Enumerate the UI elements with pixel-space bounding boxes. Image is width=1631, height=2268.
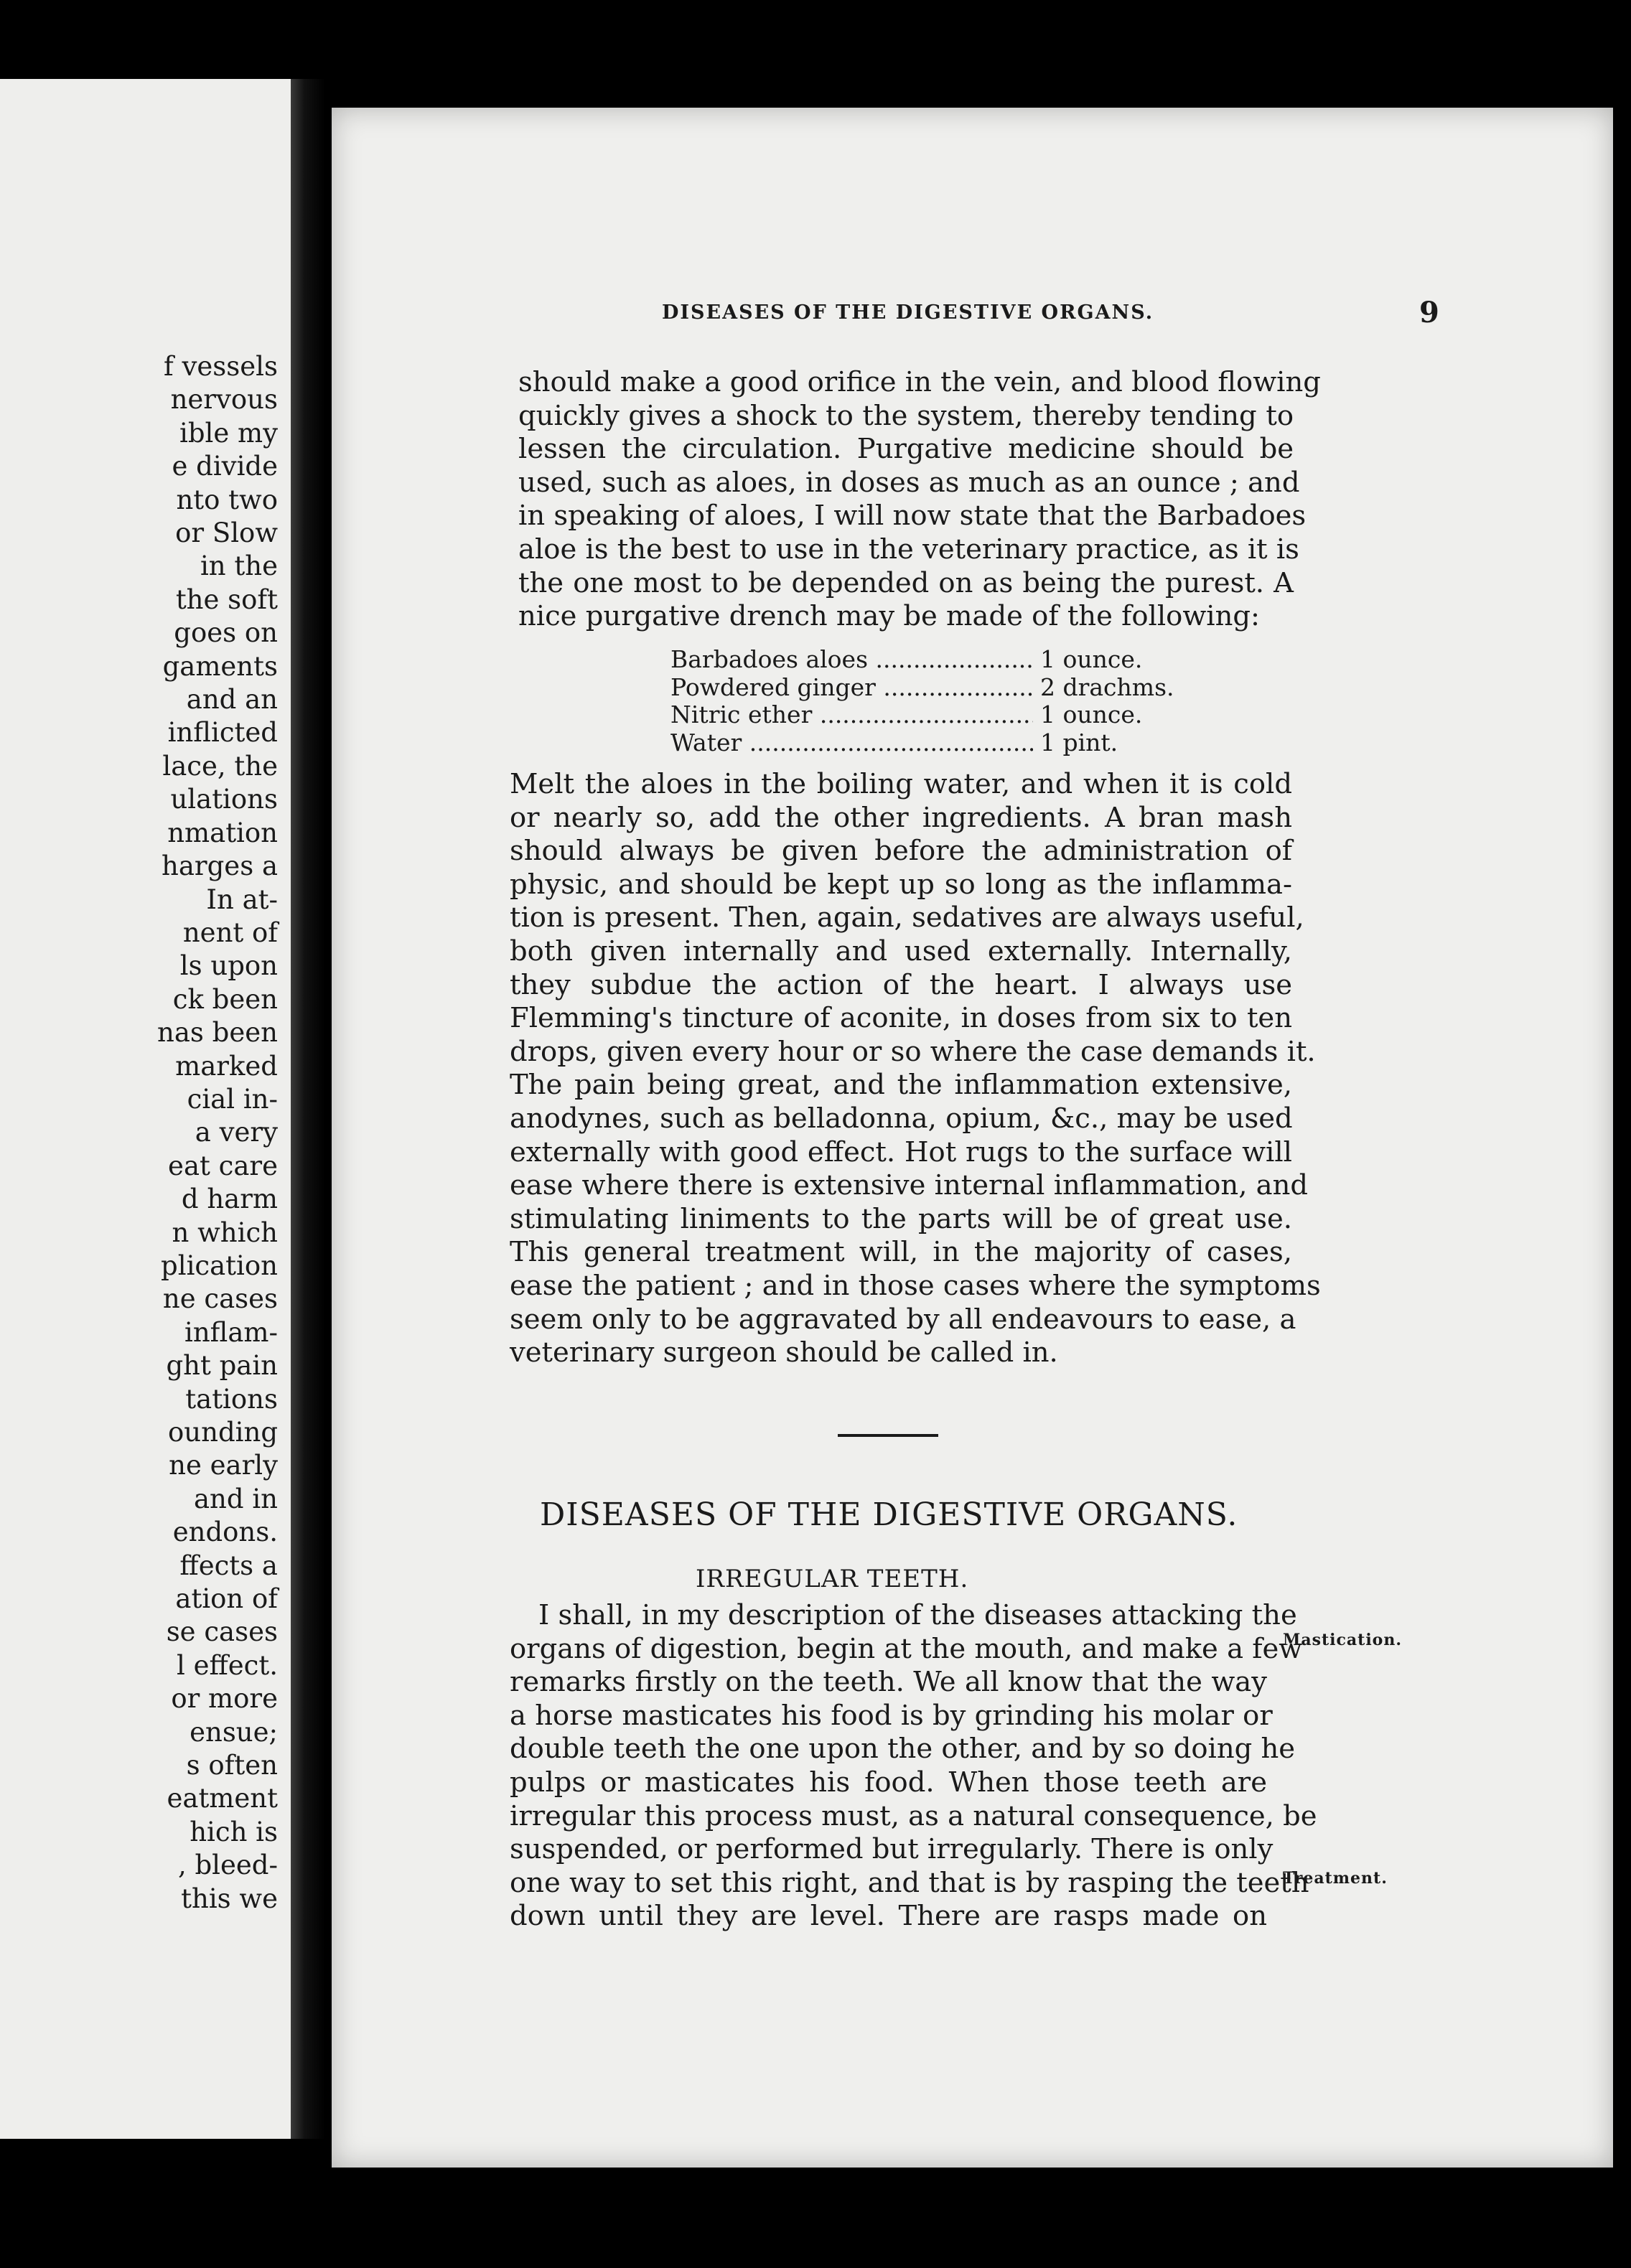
left-line: , bleed- [177, 1850, 278, 1881]
text-line: externally with good effect. Hot rugs to the surface will [510, 1135, 1292, 1168]
left-line: tations [185, 1383, 278, 1415]
text-line: double teeth the one upon the other, and by so doing he [510, 1733, 1296, 1766]
margin-note-treatment: Treatment. [1283, 1869, 1388, 1888]
left-line: In at- [206, 884, 278, 915]
left-line: hich is [190, 1816, 278, 1847]
left-line: cial in- [187, 1083, 278, 1115]
left-line: this we [181, 1883, 278, 1914]
text-line: aloe is the best to use in the veterinary practice, as it is [518, 533, 1299, 566]
text-line: one way to set this right, and that is by rasping the teeth [510, 1866, 1309, 1899]
paragraph [510, 1599, 1317, 1934]
text-line: tion is present. Then, again, sedatives are always useful, [510, 901, 1304, 934]
left-line: eat care [168, 1150, 278, 1181]
section-divider [838, 1434, 938, 1437]
left-line: and an [186, 684, 278, 716]
text-line: remarks firstly on the teeth. We all know that the way [510, 1666, 1267, 1699]
left-line: plication [161, 1250, 278, 1281]
text-line: drops, given every hour or so where the case demands it. [510, 1035, 1316, 1068]
left-line: d harm [181, 1184, 278, 1215]
left-line: or more [171, 1683, 278, 1715]
text-line: the one most to be depended on as being the purest. A [518, 566, 1294, 599]
text-line: should always be given before the administration of [510, 835, 1292, 868]
recipe-ingredient: Nitric ether ..... [670, 701, 1033, 729]
left-line: nent of [182, 917, 278, 948]
left-line: harges a [162, 851, 278, 882]
text-line: irregular this process must, as a natural consequence, be [510, 1799, 1317, 1832]
recipe-row [670, 729, 1174, 757]
left-line: ation of [175, 1583, 278, 1615]
book-gutter [291, 79, 325, 2139]
left-line: ck been [172, 983, 278, 1015]
text-line: veterinary surgeon should be called in. [510, 1336, 1058, 1369]
text-line: ease the patient ; and in those cases where the symptoms [510, 1269, 1321, 1302]
subsection-title: IRREGULAR TEETH. [696, 1565, 969, 1593]
text-line: used, such as aloes, in doses as much as an ounce ; and [518, 466, 1300, 499]
text-line: ease where there is extensive internal inflammation, and [510, 1169, 1309, 1202]
text-line: down until they are level. There are rasps made on [510, 1900, 1267, 1933]
left-line: and in [194, 1483, 278, 1514]
book-page [332, 108, 1613, 2168]
text-line: This general treatment will, in the majority of cases, [510, 1236, 1292, 1269]
paragraph [510, 768, 1321, 1370]
recipe-quantity: 1 ounce. [1040, 645, 1143, 673]
left-line: lace, the [162, 750, 278, 782]
text-line: The pain being great, and the inflammation extensive, [510, 1069, 1292, 1102]
text-line: physic, and should be kept up so long as the inflamma- [510, 868, 1292, 901]
left-line: goes on [174, 617, 278, 649]
margin-note-mastication: Mastication. [1283, 1631, 1403, 1649]
previous-page-text [157, 350, 278, 1916]
left-line: l effect. [176, 1649, 278, 1681]
recipe-list [670, 646, 1174, 756]
recipe-row [670, 674, 1174, 702]
section-title: DISEASES OF THE DIGESTIVE ORGANS. [540, 1496, 1238, 1533]
left-line: nto two [176, 484, 278, 515]
recipe-ingredient: Barbadoes aloes ..... [670, 646, 1033, 674]
page-number: 9 [1419, 296, 1439, 329]
text-line: quickly gives a shock to the system, thereby tending to [518, 399, 1294, 432]
text-line: pulps or masticates his food. When those teeth are [510, 1766, 1267, 1799]
left-line: ffects a [179, 1550, 278, 1581]
text-line: I shall, in my description of the diseases attacking the [538, 1599, 1297, 1631]
left-line: n which [172, 1217, 278, 1248]
left-line: ible my [179, 417, 278, 449]
text-line: nice purgative drench may be made of the following: [518, 600, 1261, 633]
left-line: a very [195, 1117, 278, 1148]
left-line: nas been [157, 1017, 278, 1049]
left-line: s often [186, 1750, 278, 1781]
left-line: ne cases [162, 1283, 278, 1315]
text-line: anodynes, such as belladonna, opium, &c., may be used [510, 1102, 1293, 1135]
left-line: ounding [168, 1417, 278, 1448]
left-line: gaments [162, 650, 278, 682]
text-line: they subdue the action of the heart. I always use [510, 968, 1292, 1001]
running-head: DISEASES OF THE DIGESTIVE ORGANS. [662, 301, 1154, 324]
text-line: or nearly so, add the other ingredients. A bran mash [510, 801, 1292, 834]
recipe-row [670, 646, 1174, 674]
recipe-ingredient: Powdered ginger ..... [670, 674, 1033, 702]
text-line: should make a good orifice in the vein, and blood flowing [518, 366, 1321, 398]
paragraph [518, 366, 1321, 634]
text-line: seem only to be aggravated by all endeavours to ease, a [510, 1303, 1296, 1336]
text-line: in speaking of aloes, I will now state that the Barbadoes [518, 500, 1307, 533]
left-line: inflicted [167, 717, 278, 749]
recipe-ingredient: Water ..... [670, 729, 1033, 757]
text-line: organs of digestion, begin at the mouth, and make a few [510, 1632, 1303, 1665]
left-line: inflam- [184, 1316, 278, 1348]
left-line: nervous [170, 384, 278, 416]
left-line: ne early [169, 1450, 278, 1481]
left-line: marked [175, 1050, 278, 1082]
left-line: ght pain [166, 1350, 278, 1382]
left-line: eatment [167, 1783, 278, 1814]
left-line: e divide [172, 451, 278, 482]
left-line: ulations [170, 784, 278, 815]
left-line: the soft [175, 584, 278, 615]
recipe-quantity: 1 ounce. [1040, 700, 1143, 728]
text-line: suspended, or performed but irregularly. There is only [510, 1833, 1274, 1866]
previous-page-fragment [0, 79, 291, 2139]
recipe-quantity: 1 pint. [1040, 728, 1118, 756]
text-line: a horse masticates his food is by grinding his molar or [510, 1699, 1273, 1732]
left-line: ensue; [190, 1716, 278, 1748]
recipe-row [670, 701, 1174, 729]
left-line: f vessels [164, 351, 278, 382]
left-line: or Slow [175, 517, 278, 549]
text-line: Flemming's tincture of aconite, in doses from six to ten [510, 1002, 1292, 1035]
left-line: ls upon [179, 950, 278, 982]
text-line: Melt the aloes in the boiling water, and when it is cold [510, 768, 1292, 800]
left-line: se cases [166, 1616, 278, 1648]
left-line: nmation [167, 817, 278, 848]
text-line: stimulating liniments to the parts will be of great use. [510, 1202, 1292, 1235]
left-line: endons. [172, 1517, 278, 1548]
recipe-quantity: 2 drachms. [1040, 673, 1174, 701]
text-line: lessen the circulation. Purgative medicine should be [518, 433, 1294, 466]
text-line: both given internally and used externally. Internally, [510, 934, 1292, 967]
left-line: in the [200, 550, 278, 582]
